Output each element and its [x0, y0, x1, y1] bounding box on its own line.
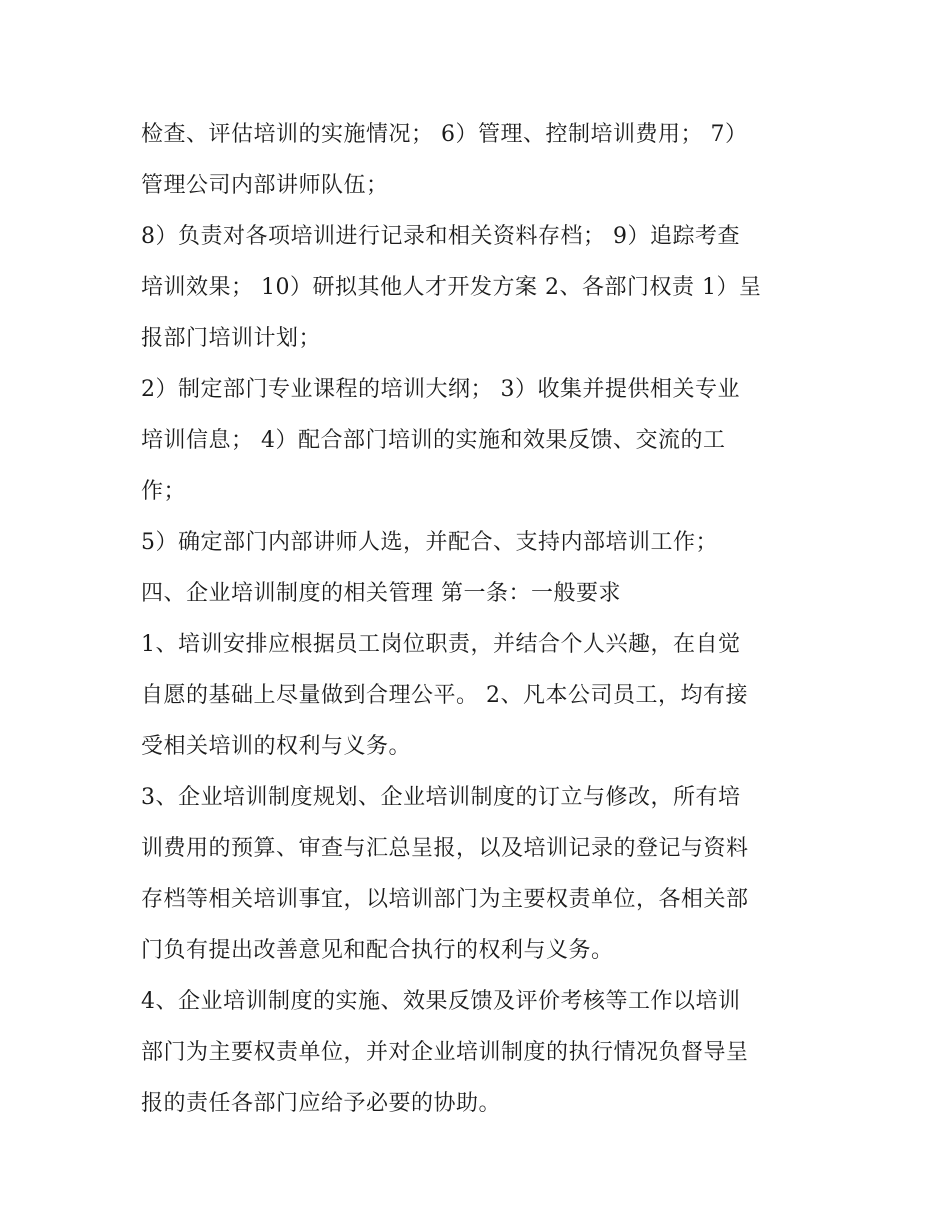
text-line: 3、企业培训制度规划、企业培训制度的订立与修改，所有培	[141, 785, 741, 810]
text-line: 2）制定部门专业课程的培训大纲； 3）收集并提供相关专业	[141, 377, 740, 402]
text-line: 存档等相关培训事宜，以培训部门为主要权责单位，各相关部	[141, 887, 749, 912]
text-line: 1、培训安排应根据员工岗位职责，并结合个人兴趣，在自觉	[141, 632, 741, 657]
text-line: 训费用的预算、审查与汇总呈报，以及培训记录的登记与资料	[141, 836, 749, 861]
text-line: 管理公司内部讲师队伍；	[141, 173, 389, 198]
text-line: 门负有提出改善意见和配合执行的权利与义务。	[141, 938, 614, 963]
text-line: 受相关培训的权利与义务。	[141, 734, 412, 759]
document-body	[141, 109, 821, 1129]
text-line: 部门为主要权责单位，并对企业培训制度的执行情况负督导呈	[141, 1040, 749, 1065]
section-heading: 四、企业培训制度的相关管理 第一条：一般要求	[141, 581, 621, 606]
text-line: 5）确定部门内部讲师人选，并配合、支持内部培训工作；	[141, 530, 718, 555]
text-line: 检查、评估培训的实施情况； 6）管理、控制培训费用； 7）	[141, 122, 748, 147]
text-line: 4、企业培训制度的实施、效果反馈及评价考核等工作以培训	[141, 989, 741, 1014]
text-line: 报部门培训计划；	[141, 326, 322, 351]
text-line: 培训信息； 4）配合部门培训的实施和效果反馈、交流的工	[141, 428, 726, 453]
text-line: 8）负责对各项培训进行记录和相关资料存档； 9）追踪考查	[141, 224, 740, 249]
text-line: 自愿的基础上尽量做到合理公平。 2、凡本公司员工，均有接	[141, 683, 748, 708]
text-line: 报的责任各部门应给予必要的协助。	[141, 1091, 502, 1116]
text-line: 培训效果； 10）研拟其他人才开发方案 2、各部门权责 1）呈	[141, 275, 762, 300]
text-line: 作；	[141, 479, 187, 504]
